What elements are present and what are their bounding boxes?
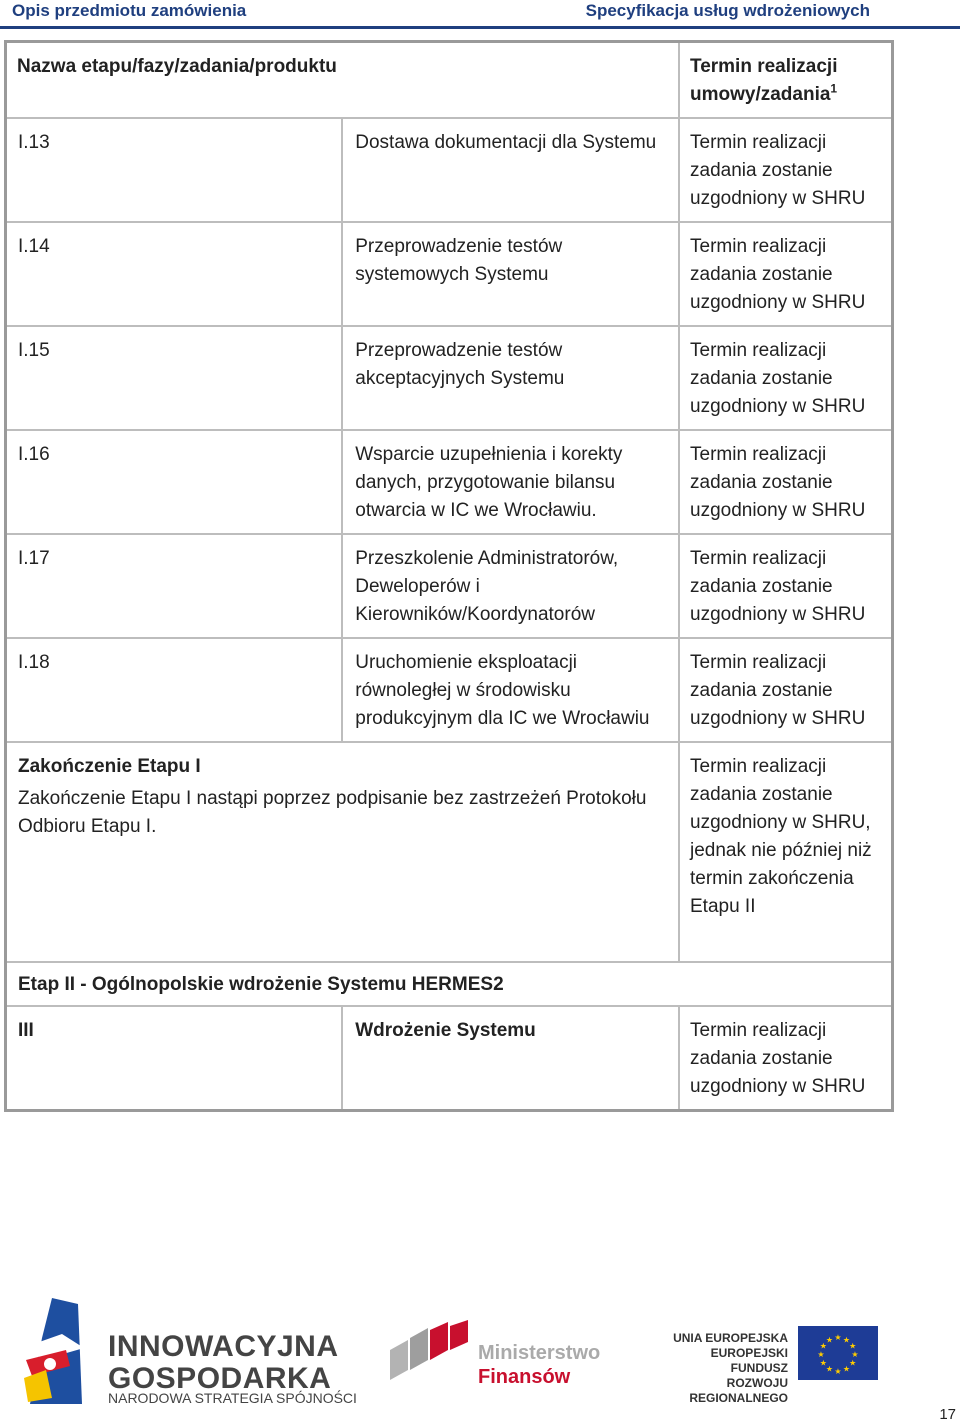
table-row <box>6 222 893 326</box>
row-name: Dostawa dokumentacji dla Systemu <box>342 118 679 222</box>
table-row <box>6 326 893 430</box>
table-row <box>6 118 893 222</box>
mf-emblem-icon <box>388 1320 472 1390</box>
header-right-title: Specyfikacja usług wdrożeniowych <box>585 1 870 20</box>
stage-end-text: Zakończenie Etapu I nastąpi poprzez podpisanie bez zastrzeżeń Protokołu Odbioru Etapu I. <box>18 788 647 837</box>
eu-line3: ROZWOJU REGIONALNEGO <box>689 1376 788 1405</box>
footnote-marker: 1 <box>830 81 838 96</box>
eu-star-icon: ★ <box>834 1333 842 1342</box>
row-name: Przeprowadzenie testów akceptacyjnych Systemu <box>342 326 679 430</box>
row-term: Termin realizacji zadania zostanie uzgodniony w SHRU <box>679 638 893 742</box>
ig-line3: NARODOWA STRATEGIA SPÓJNOŚCI <box>108 1390 357 1406</box>
header-left-title: Opis przedmiotu zamówienia <box>12 1 247 20</box>
row-id: I.13 <box>6 118 343 222</box>
stage2-title: Etap II - Ogólnopolskie wdrożenie Systemu HERMES2 <box>6 962 893 1006</box>
row-name: Przeszkolenie Administratorów, Deweloperów i Kierowników/Koordynatorów <box>342 534 679 638</box>
eu-star-icon: ★ <box>834 1367 842 1376</box>
row-name: Uruchomienie eksploatacji równoległej w środowisku produkcyjnym dla IC we Wrocławiu <box>342 638 679 742</box>
eu-star-icon: ★ <box>819 1358 827 1368</box>
column-header-term <box>679 42 893 119</box>
stage-end-row <box>6 742 893 962</box>
ig-line2: GOSPODARKA <box>108 1362 332 1395</box>
table-header-row <box>6 42 893 119</box>
row-name: Wdrożenie Systemu <box>342 1006 679 1111</box>
eu-line2: EUROPEJSKI FUNDUSZ <box>710 1346 788 1375</box>
stage2-row <box>6 962 893 1006</box>
eu-star-icon: ★ <box>817 1350 825 1359</box>
column-header-term-text: Termin realizacji umowy/zadania <box>690 56 838 105</box>
ig-line1: INNOWACYJNA <box>108 1330 339 1363</box>
eu-logo <box>640 1326 880 1405</box>
table-row <box>6 638 893 742</box>
eu-star-icon: ★ <box>819 1341 827 1351</box>
row-term: Termin realizacji zadania zostanie uzgodniony w SHRU <box>679 430 893 534</box>
ig-emblem-icon <box>22 1298 102 1404</box>
row-term: Termin realizacji zadania zostanie uzgodniony w SHRU <box>679 326 893 430</box>
row-term: Termin realizacji zadania zostanie uzgodniony w SHRU <box>679 118 893 222</box>
eu-text <box>670 1331 788 1406</box>
stage-end-term: Termin realizacji zadania zostanie uzgodniony w SHRU, jednak nie później niż termin zakończenia Etapu II <box>679 742 893 962</box>
eu-flag-icon <box>798 1326 878 1380</box>
mf-line1: Ministerstwo <box>478 1342 601 1364</box>
eu-star-icon: ★ <box>825 1364 834 1374</box>
row-id: I.17 <box>6 534 343 638</box>
eu-star-icon: ★ <box>849 1341 857 1351</box>
row-id: I.18 <box>6 638 343 742</box>
page-number: 17 <box>939 1406 956 1423</box>
eu-line1: UNIA EUROPEJSKA <box>673 1331 788 1345</box>
eu-star-icon: ★ <box>851 1350 859 1359</box>
row-id: I.16 <box>6 430 343 534</box>
column-header-name: Nazwa etapu/fazy/zadania/produktu <box>6 42 680 119</box>
row-term: Termin realizacji zadania zostanie uzgodniony w SHRU <box>679 534 893 638</box>
mf-line2: Finansów <box>478 1366 571 1388</box>
eu-star-icon: ★ <box>849 1358 857 1368</box>
schedule-table <box>4 40 894 1112</box>
stage-end-cell <box>6 742 680 962</box>
table-row <box>6 534 893 638</box>
table-row <box>6 1006 893 1111</box>
page-header <box>0 0 960 29</box>
eu-stars-icon <box>798 1326 878 1380</box>
row-name: Przeprowadzenie testów systemowych Systemu <box>342 222 679 326</box>
eu-star-icon: ★ <box>842 1335 851 1345</box>
innowacyjna-gospodarka-logo <box>22 1298 362 1404</box>
row-id: I.15 <box>6 326 343 430</box>
row-id: I.14 <box>6 222 343 326</box>
ministerstwo-finansow-logo <box>388 1320 608 1400</box>
footer-logos <box>0 1290 960 1410</box>
row-term: Termin realizacji zadania zostanie uzgodniony w SHRU <box>679 222 893 326</box>
row-name: Wsparcie uzupełnienia i korekty danych, przygotowanie bilansu otwarcia w IC we Wrocławiu. <box>342 430 679 534</box>
stage-end-title: Zakończenie Etapu I <box>18 756 201 777</box>
table-row <box>6 430 893 534</box>
eu-star-icon: ★ <box>825 1335 834 1345</box>
row-id: III <box>6 1006 343 1111</box>
eu-star-icon: ★ <box>842 1364 851 1374</box>
row-term: Termin realizacji zadania zostanie uzgodniony w SHRU <box>679 1006 893 1111</box>
